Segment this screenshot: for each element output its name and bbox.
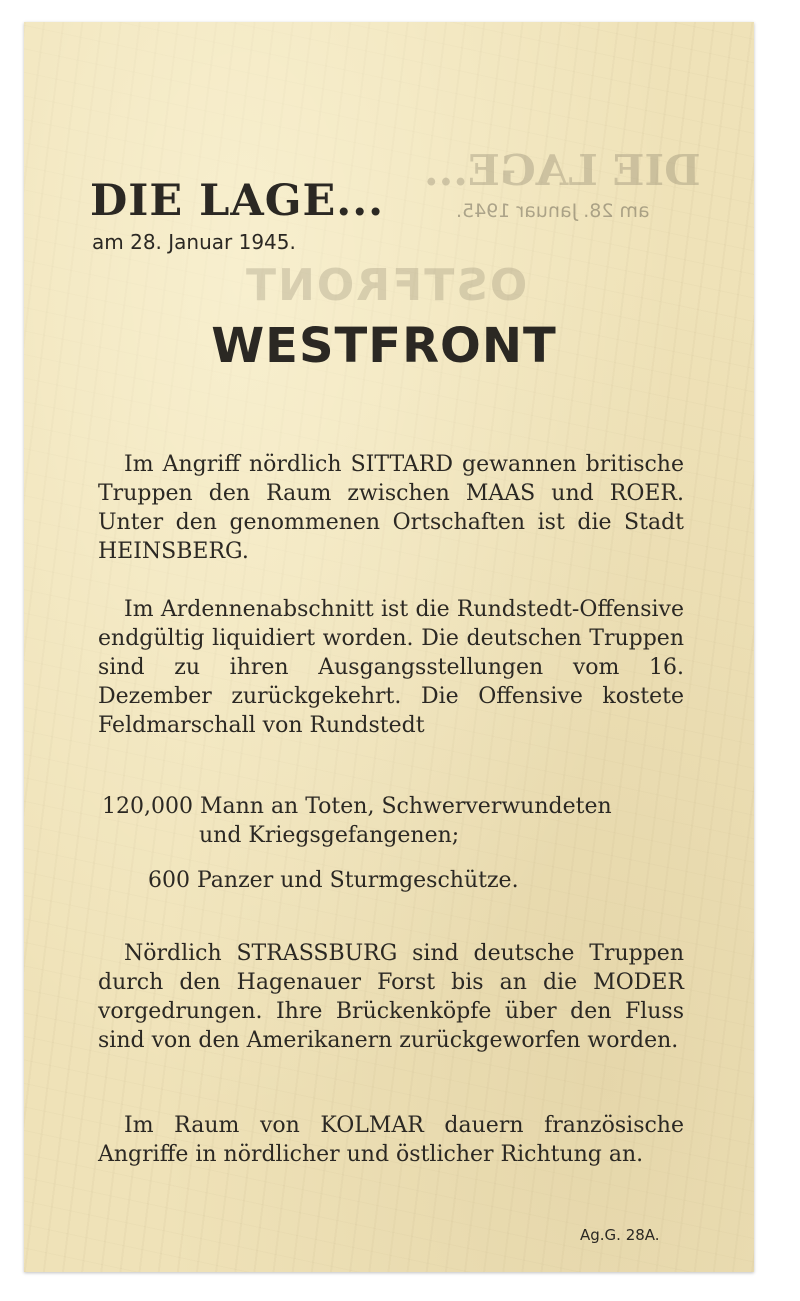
- paragraph-text: Nördlich STRASSBURG sind deutsche Truppen durch den Hagenauer Forst bis an die MODER vorgedrungen. Ihre Brückenköpfe über den Fluss sind von den Amerikanern zurückgeworfen worden.: [98, 941, 684, 1053]
- print-code: Ag.G. 28A.: [580, 1226, 660, 1244]
- document-date: am 28. Januar 1945.: [92, 230, 296, 254]
- losses-line-3: 600 Panzer und Sturmgeschütze.: [148, 868, 519, 893]
- document-title: DIE LAGE...: [90, 176, 385, 226]
- leaflet-page: [24, 22, 754, 1272]
- paragraph-4: [98, 1111, 684, 1169]
- show-through-title: DIE LAGE...: [424, 146, 701, 195]
- paragraph-text: Im Raum von KOLMAR dauern französische Angriffe in nördlicher und östlicher Richtung an.: [98, 1113, 684, 1167]
- show-through-date: am 28. Januar 1945.: [456, 200, 650, 222]
- paragraph-3: [98, 939, 684, 1055]
- show-through-heading: OSTFRONT: [244, 260, 528, 311]
- section-heading: WESTFRONT: [211, 318, 557, 374]
- losses-line-1: 120,000 Mann an Toten, Schwerverwundeten: [102, 794, 612, 819]
- paragraph-text: Im Angriff nördlich SITTARD gewannen britische Truppen den Raum zwischen MAAS und ROER. Unter den genommenen Ortschaften ist die Stadt HEINSBERG.: [98, 452, 684, 564]
- paragraph-1: [98, 450, 684, 566]
- losses-line-2: und Kriegsgefangenen;: [199, 823, 460, 848]
- paragraph-2: [98, 595, 684, 740]
- paragraph-text: Im Ardennenabschnitt ist die Rundstedt-Offensive endgültig liquidiert worden. Die deutschen Truppen sind zu ihren Ausgangsstellungen vom 16. Dezember zurückgekehrt. Die Offensive kostete Feldmarschall von Rundstedt: [98, 597, 684, 738]
